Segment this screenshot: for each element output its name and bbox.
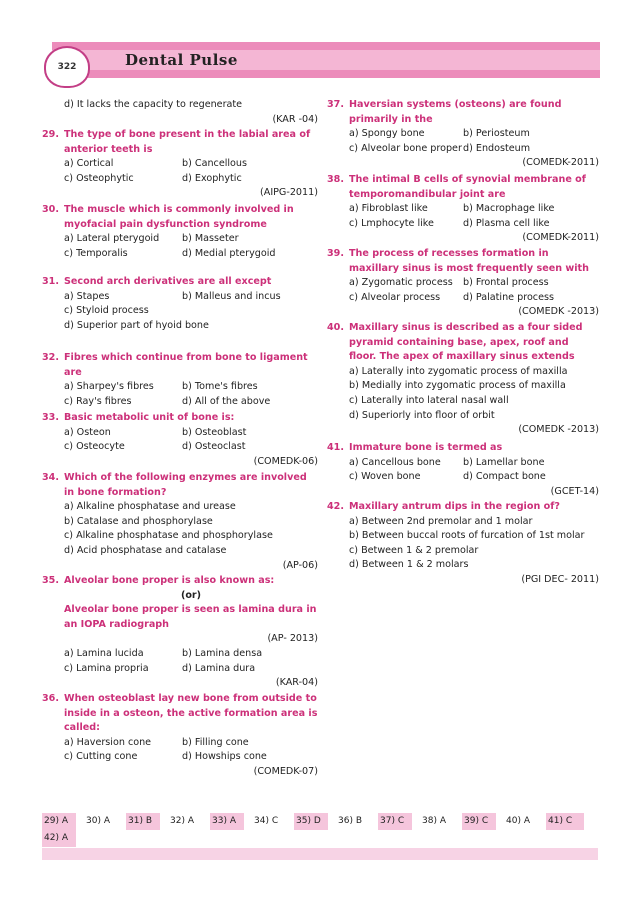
question-34 [42, 471, 318, 573]
question-number: 30. [42, 204, 59, 215]
option-b: b) Macrophage like [463, 203, 555, 215]
question-38 [327, 173, 599, 246]
option-c: c) Alveolar bone proper [349, 142, 462, 154]
question-36 [42, 692, 318, 780]
option-c: c) Alveolar process [349, 291, 441, 303]
option-d: d) It lacks the capacity to regenerate [64, 99, 243, 110]
option-b: b) Frontal process [463, 277, 549, 289]
option-c: c) Lmphocyte like [349, 217, 434, 229]
option-d: d) Medial pterygoid [182, 247, 276, 259]
option-c: c) Osteocyte [64, 441, 125, 453]
question-text: Fibres which continue from bone to ligament are [64, 352, 308, 378]
answer-cell: 37) C [378, 813, 412, 830]
footer-band [42, 848, 598, 860]
source: (AP-06) [282, 559, 318, 571]
option-b: b) Periosteum [463, 128, 530, 140]
page-number-tooth-badge [44, 46, 90, 88]
option-a: a) Haversion cone [64, 736, 152, 748]
question-39 [327, 247, 599, 320]
source: (PGI DEC- 2011) [521, 573, 599, 585]
option-a: a) Sharpey's fibres [64, 381, 154, 393]
question-number: 34. [42, 472, 59, 483]
question-number: 40. [327, 322, 344, 333]
answer-cell: 32) A [170, 816, 194, 826]
option-b: b) Tome's fibres [182, 381, 258, 393]
option-a: a) Lateral pterygoid [64, 233, 160, 245]
source: (COMEDK-2011) [522, 157, 599, 169]
option-d: d) Superior part of hyoid bone [64, 319, 209, 331]
page-number: 322 [57, 62, 77, 72]
option-a: a) Osteon [64, 426, 111, 438]
option-c: c) Between 1 & 2 premolar [349, 544, 479, 556]
answer-cell: 36) B [338, 816, 362, 826]
option-b: b) Lamellar bone [463, 456, 545, 468]
question-28-tail [64, 98, 318, 127]
answer-cell: 34) C [254, 816, 279, 826]
question-number: 31. [42, 276, 59, 287]
answer-cell: 29) A [42, 813, 76, 830]
question-text: Maxillary antrum dips in the region of? [349, 501, 560, 512]
option-a: a) Cancellous bone [349, 456, 441, 468]
answer-row [42, 830, 598, 847]
question-text: Which of the following enzymes are involved in bone formation? [64, 472, 307, 498]
answer-cell: 33) A [210, 813, 244, 830]
answer-cell: 38) A [422, 816, 446, 826]
question-text: The type of bone present in the labial area of anterior teeth is [64, 129, 311, 155]
question-text: The muscle which is commonly involved in myofacial pain dysfunction syndrome [64, 204, 294, 230]
option-d: d) Exophytic [182, 172, 242, 184]
option-d: d) Compact bone [463, 471, 546, 483]
question-30 [42, 203, 318, 261]
question-number: 32. [42, 352, 59, 363]
option-b: b) Medially into zygomatic process of maxilla [349, 380, 566, 392]
option-b: b) Cancellous [182, 158, 247, 170]
option-d: d) Palatine process [463, 291, 554, 303]
option-a: a) Zygomatic process [349, 277, 453, 289]
question-number: 37. [327, 99, 344, 110]
question-number: 38. [327, 174, 344, 185]
answer-cell: 35) D [294, 813, 328, 830]
source: (COMEDK -2013) [518, 306, 599, 318]
option-b: b) Malleus and incus [182, 290, 281, 302]
option-b: b) Lamina densa [182, 647, 263, 659]
source: (GCET-14) [550, 485, 599, 497]
source: (AP- 2013) [267, 633, 318, 645]
option-a: a) Spongy bone [349, 128, 425, 140]
option-d: d) Between 1 & 2 molars [349, 559, 469, 571]
question-text: The process of recesses formation in maxillary sinus is most frequently seen with [349, 248, 589, 274]
question-text: When osteoblast lay new bone from outside to inside in a osteon, the active formation area is called: [64, 693, 318, 734]
question-text-alt: Alveolar bone proper is seen as lamina dura in an IOPA radiograph [64, 604, 317, 630]
answer-cell: 42) A [42, 830, 76, 847]
question-number: 42. [327, 501, 344, 512]
option-b: b) Osteoblast [182, 426, 247, 438]
answer-key [42, 813, 598, 847]
option-b: b) Catalase and phosphorylase [64, 515, 213, 527]
option-c: c) Temporalis [64, 247, 128, 259]
answer-cell: 39) C [462, 813, 496, 830]
option-c: c) Lamina propria [64, 662, 149, 674]
option-d: d) Lamina dura [182, 662, 256, 674]
question-text: Immature bone is termed as [349, 442, 503, 453]
or-separator: (or) [180, 589, 202, 601]
option-d: d) Acid phosphatase and catalase [64, 544, 227, 556]
option-d: d) Endosteum [463, 142, 531, 154]
answer-cell: 40) A [506, 816, 530, 826]
question-number: 39. [327, 248, 344, 259]
question-text: Second arch derivatives are all except [64, 276, 272, 287]
option-c: c) Osteophytic [64, 172, 134, 184]
question-29 [42, 128, 318, 201]
question-number: 29. [42, 129, 59, 140]
question-31 [42, 275, 318, 333]
option-a: a) Lamina lucida [64, 647, 144, 659]
answer-cell: 30) A [86, 816, 110, 826]
option-b: b) Filling cone [182, 736, 249, 748]
option-a: a) Fibroblast like [349, 203, 428, 215]
option-c: c) Styloid process [64, 305, 149, 317]
source: (COMEDK-07) [253, 765, 318, 777]
option-c: c) Alkaline phosphatase and phosphorylase [64, 530, 273, 542]
option-c: c) Laterally into lateral nasal wall [349, 394, 509, 406]
question-41 [327, 441, 599, 499]
option-d: d) Superiorly into floor of orbit [349, 409, 495, 421]
book-title: Dental Pulse [125, 51, 238, 69]
question-text: Maxillary sinus is described as a four sided pyramid containing base, apex, roof and floor. The apex of maxillary sinus extends [349, 322, 583, 363]
answer-cell: 41) C [546, 813, 584, 830]
answer-row [42, 813, 598, 830]
question-35 [42, 574, 318, 691]
source: (COMEDK-06) [253, 455, 318, 467]
answer-cell: 31) B [126, 813, 160, 830]
question-37 [327, 98, 599, 171]
source: (KAR-04) [275, 677, 318, 689]
option-c: c) Ray's fibres [64, 395, 132, 407]
question-32 [42, 351, 318, 409]
source: (KAR -04) [272, 113, 318, 125]
question-number: 33. [42, 412, 59, 423]
question-number: 36. [42, 693, 59, 704]
question-33 [42, 411, 318, 469]
option-a: a) Alkaline phosphatase and urease [64, 501, 236, 513]
option-a: a) Cortical [64, 158, 114, 170]
source: (COMEDK-2011) [522, 232, 599, 244]
option-a: a) Between 2nd premolar and 1 molar [349, 515, 533, 527]
question-text: The intimal B cells of synovial membrane of temporomandibular joint are [349, 174, 586, 200]
question-40 [327, 321, 599, 438]
option-c: c) Cutting cone [64, 751, 138, 763]
option-d: d) All of the above [182, 395, 271, 407]
option-c: c) Woven bone [349, 471, 421, 483]
option-d: d) Plasma cell like [463, 217, 550, 229]
question-text: Basic metabolic unit of bone is: [64, 412, 235, 423]
option-b: b) Masseter [182, 233, 239, 245]
option-a: a) Laterally into zygomatic process of maxilla [349, 365, 568, 377]
question-number: 41. [327, 442, 344, 453]
source: (COMEDK -2013) [518, 424, 599, 436]
source: (AIPG-2011) [260, 187, 318, 199]
option-b: b) Between buccal roots of furcation of 1st molar [349, 530, 585, 542]
option-d: d) Howships cone [182, 751, 267, 763]
question-text: Haversian systems (osteons) are found primarily in the [349, 99, 562, 125]
question-number: 35. [42, 575, 59, 586]
option-d: d) Osteoclast [182, 441, 246, 453]
option-a: a) Stapes [64, 290, 110, 302]
question-text: Alveolar bone proper is also known as: [64, 575, 275, 586]
question-42 [327, 500, 599, 588]
